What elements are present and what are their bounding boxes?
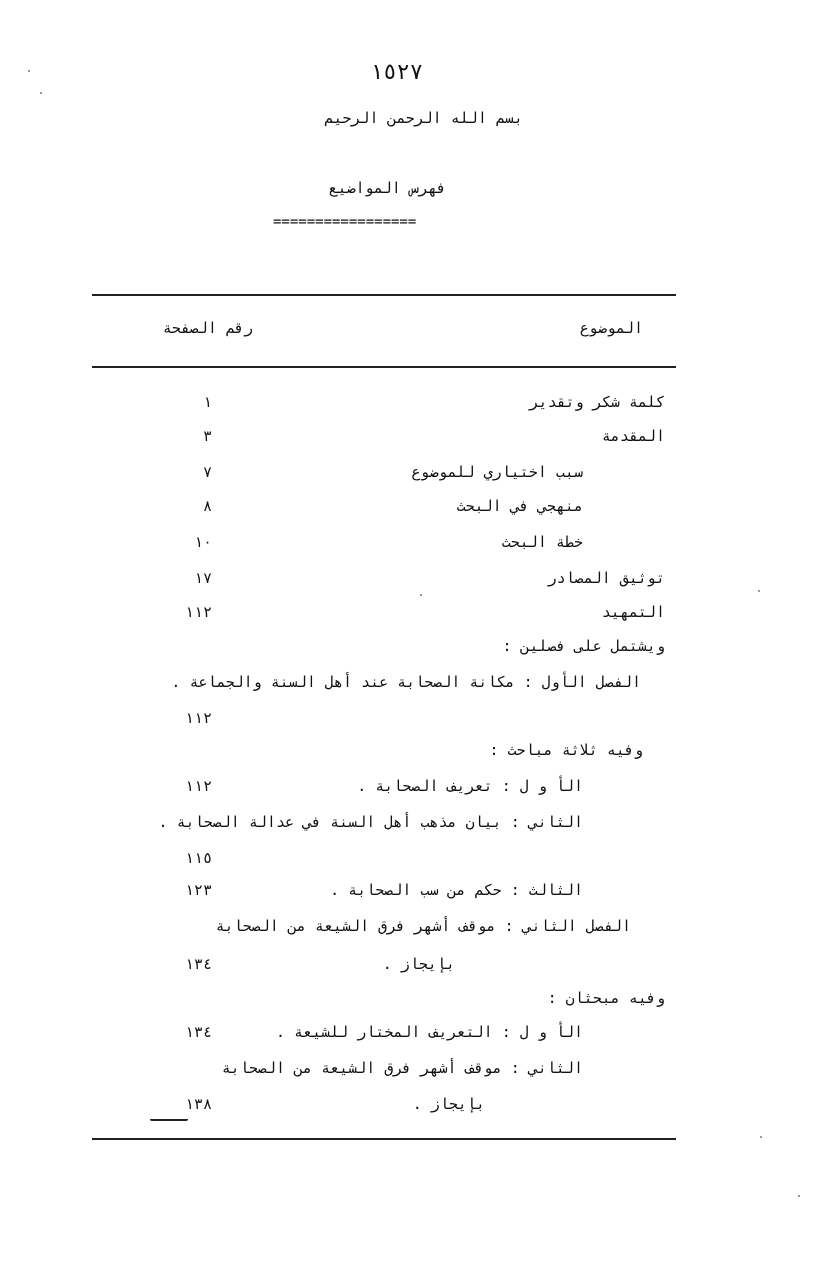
- entry-text: الثاني : بيان مذهب أهل السنة في عدالة الصحابة .: [158, 813, 583, 831]
- entry-text: سبب اختياري للموضوع: [411, 463, 583, 481]
- entry-text: الثالث : حكم من سب الصحابة .: [330, 881, 583, 899]
- entry-page: ١٣٤: [184, 1023, 212, 1041]
- basmala: بسم الله الرحمن الرحيم: [324, 109, 523, 127]
- entry-text: منهجي في البحث: [456, 497, 583, 515]
- rule-bottom: [92, 1138, 676, 1140]
- entry-text: المقدمة: [601, 427, 665, 445]
- entry-text: الفصل الثاني : موقف أشهر فرق الشيعة من الصحابة: [215, 917, 631, 935]
- entry-page: ٧: [202, 463, 212, 481]
- entry-page: ١١٢: [184, 603, 212, 621]
- entry-page: ١١٢: [184, 709, 212, 727]
- entry-text: كلمة شكر وتقدير: [529, 393, 665, 411]
- entry-page: ٣: [202, 427, 212, 445]
- scan-speck: [40, 92, 42, 94]
- entry-text: توثيق المصادر: [547, 569, 665, 587]
- scan-speck: [760, 1136, 762, 1138]
- entry-page: ١١٥: [184, 849, 212, 867]
- rule-top: [92, 294, 676, 296]
- scan-speck: [28, 70, 30, 72]
- entry-page: ١٣٤: [184, 955, 212, 973]
- entry-page: ١٢٣: [184, 881, 212, 899]
- entry-text: وفيه مبحثان :: [547, 989, 665, 1007]
- index-title: فهرس المواضيع: [328, 179, 446, 197]
- entry-page: ١٧: [193, 569, 212, 587]
- entry-page: ١: [202, 393, 212, 411]
- page-number-underline: [150, 1119, 188, 1121]
- entry-text: الثاني : موقف أشهر فرق الشيعة من الصحابة: [221, 1059, 583, 1077]
- entry-text: بإيجاز .: [382, 955, 455, 973]
- entry-text: بإيجاز .: [412, 1095, 485, 1113]
- entry-page: ١١٢: [184, 777, 212, 795]
- rule-under-header: [92, 366, 676, 368]
- entry-text: الأ و ل : تعريف الصحابة .: [357, 777, 583, 795]
- archive-number: ١٥٢٧: [370, 60, 423, 85]
- scan-speck: [420, 594, 422, 596]
- entry-text: الفصل الأول : مكانة الصحابة عند أهل السنة والجماعة .: [171, 673, 641, 691]
- entry-text: وفيه ثلاثة مباحث :: [489, 741, 643, 759]
- header-page: رقم الصفحة: [162, 319, 253, 337]
- title-rule: =================: [273, 214, 417, 230]
- entry-text: ويشتمل على فصلين :: [502, 637, 665, 655]
- scan-speck: [798, 1195, 800, 1197]
- entry-page: ٨: [202, 497, 212, 515]
- entry-text: التمهيد: [601, 603, 665, 621]
- header-topic: الموضوع: [579, 319, 643, 337]
- entry-text: الأ و ل : التعريف المختار للشيعة .: [275, 1023, 583, 1041]
- entry-page: ١٠: [193, 533, 212, 551]
- scan-speck: [758, 590, 760, 592]
- entry-text: خطة البحث: [501, 533, 583, 551]
- entry-page: ١٣٨: [184, 1095, 212, 1113]
